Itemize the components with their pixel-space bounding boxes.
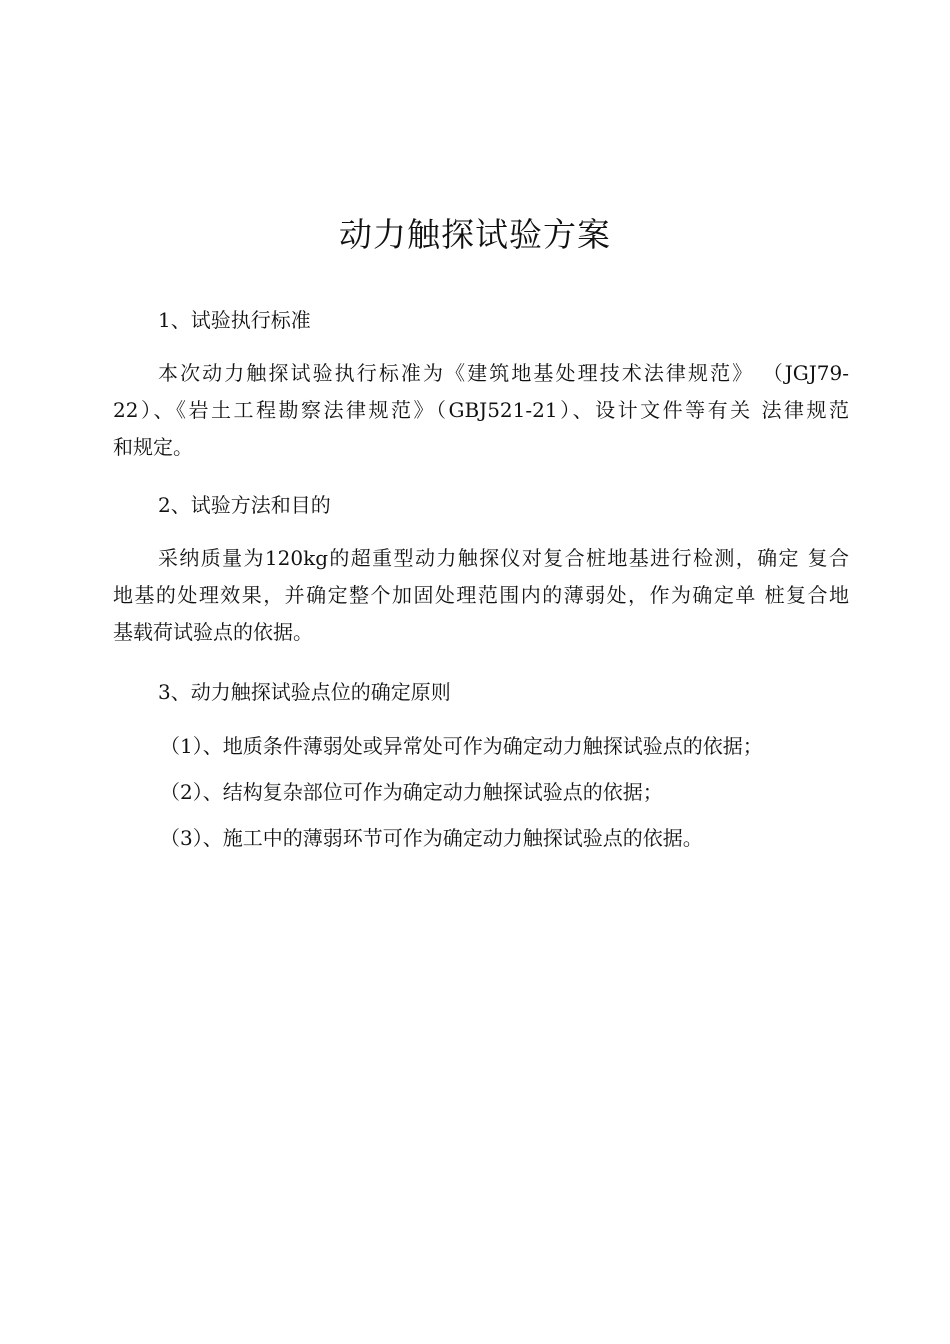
paragraph-standards <box>113 355 849 466</box>
document-title: 动力触探试验方案 <box>339 215 611 254</box>
paragraph-line: 采纳质量为120kg的超重型动力触探仪对复合桩地基进行检测，确定 复合 <box>158 546 849 570</box>
section-heading-principles: 3、动力触探试验点位的确定原则 <box>158 680 451 704</box>
list-item: （2）、结构复杂部位可作为确定动力触探试验点的依据； <box>160 780 663 804</box>
paragraph-line: 基载荷试验点的依据。 <box>113 620 313 644</box>
paragraph-method <box>113 540 849 651</box>
paragraph-line: 地基的处理效果，并确定整个加固处理范围内的薄弱处，作为确定单 桩复合地 <box>113 583 849 607</box>
list-item: （1）、地质条件薄弱处或异常处可作为确定动力触探试验点的依据； <box>160 734 763 758</box>
section-heading-method: 2、试验方法和目的 <box>158 493 331 517</box>
paragraph-line: 和规定。 <box>113 435 193 459</box>
paragraph-line: 本次动力触探试验执行标准为《建筑地基处理技术法律规范》 （JGJ79- <box>158 361 849 385</box>
list-item: （3）、施工中的薄弱环节可作为确定动力触探试验点的依据。 <box>160 826 703 850</box>
section-heading-standards: 1、试验执行标准 <box>158 308 311 332</box>
paragraph-line: 22）、《岩土工程勘察法律规范》（GBJ521-21）、设计文件等有关 法律规范 <box>113 398 849 422</box>
